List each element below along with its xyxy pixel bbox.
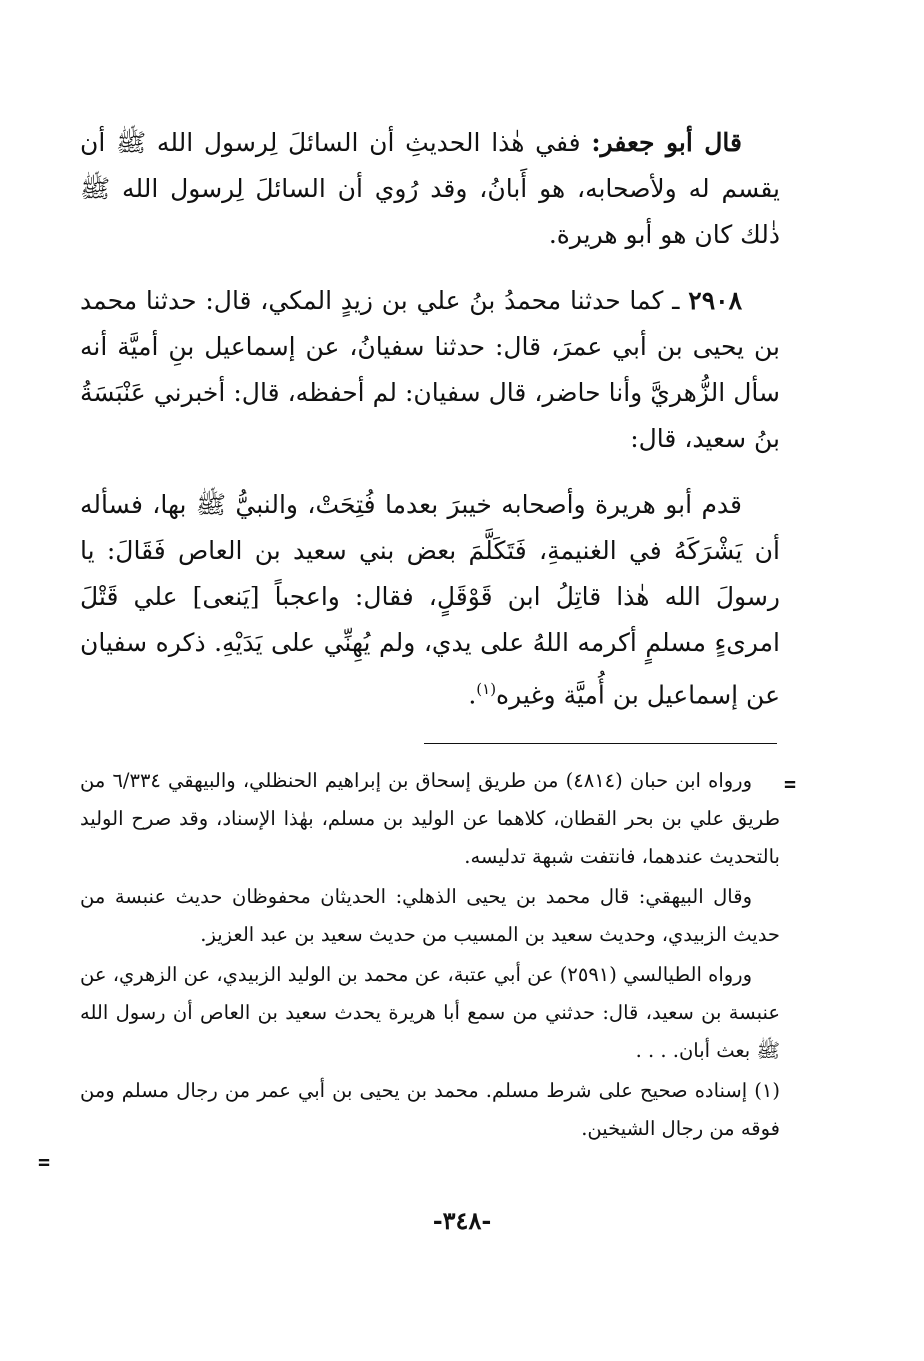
paragraph-2	[80, 278, 780, 462]
footnote-divider	[424, 743, 777, 744]
footnote-a: ورواه ابن حبان (٤٨١٤) من طريق إسحاق بن إبراهيم الحنظلي، والبيهقي ٦/٣٣٤ من طريق علي بن بحر القطان، كلاهما عن الوليد بن مسلم، بهٰذا الإسناد، وقد صرح الوليد بالتحديث عندهما، فانتفت شبهة تدليسه.	[80, 769, 780, 868]
paragraph-3-text: قدم أبو هريرة وأصحابه خيبرَ بعدما فُتِحَتْ، والنبيُّ ﷺ بها، فسأله أن يَشْرَكَهُ في الغنيمةِ، فَتَكَلَّمَ بعض بني سعيد بن العاص فَقَالَ: يا رسولَ الله هٰذا قاتِلُ ابن قَوْقَلٍ، فقال: واعجباً [يَنعى] علي قَتْلَ امرىءٍ مسلمٍ أكرمه اللهُ على يدي، ولم يُهِنِّي على يَدَيْهِ. ذكره سفيان عن إسماعيل بن أُميَّة وغيره	[80, 490, 780, 710]
paragraph-1	[80, 120, 780, 258]
hadith-number: ٢٩٠٨	[688, 286, 742, 315]
footnote-c: ورواه الطيالسي (٢٥٩١) عن أبي عتبة، عن محمد بن الوليد الزبيدي، عن الزهري، عن عنبسة بن سعيد، قال: حدثني من سمع أبا هريرة يحدث سعيد بن العاص أن رسول الله ﷺ بعث أبان. . . .	[80, 963, 780, 1062]
continuation-mark: =	[784, 772, 797, 796]
main-text	[80, 120, 780, 718]
paragraph-2-text: ـ كما حدثنا محمدُ بنُ علي بن زيدٍ المكي، قال: حدثنا محمد بن يحيى بن أبي عمرَ، قال: حدثنا سفيانُ، عن إسماعيل بنِ أميَّة أنه سأل الزُّهريَّ وأنا حاضر، قال سفيان: لم أحفظه، قال: أخبرني عَنْبَسَةُ بنُ سعيد، قال:	[80, 286, 780, 453]
paragraph-1-text: ففي هٰذا الحديثِ أن السائلَ لِرسول الله ﷺ أن يقسم له ولأصحابه، هو أَبانُ، وقد رُوي أن السائلَ لِرسول الله ﷺ ذٰلك كان هو أبو هريرة.	[80, 128, 780, 249]
speaker-label: قال أبو جعفر:	[591, 128, 742, 157]
footnote-ref-1[interactable]: (١)	[476, 680, 497, 698]
footnote-b: وقال البيهقي: قال محمد بن يحيى الذهلي: الحديثان محفوظان حديث عنبسة من حديث الزبيدي، وحديث سعيد بن المسيب من حديث سعيد بن عبد العزيز.	[80, 885, 780, 946]
footnote-1	[80, 1072, 780, 1148]
paragraph-3-end: .	[468, 680, 477, 710]
page-number: -٣٤٨-	[432, 1206, 492, 1235]
end-continuation-mark: =	[38, 1150, 51, 1174]
footnotes	[80, 762, 780, 1148]
footnote-1-number: (١)	[754, 1079, 780, 1102]
paragraph-3	[80, 482, 780, 718]
footnote-1-text: إسناده صحيح على شرط مسلم. محمد بن يحيى بن أبي عمر من رجال مسلم ومن فوقه من رجال الشيخين.	[80, 1079, 780, 1140]
